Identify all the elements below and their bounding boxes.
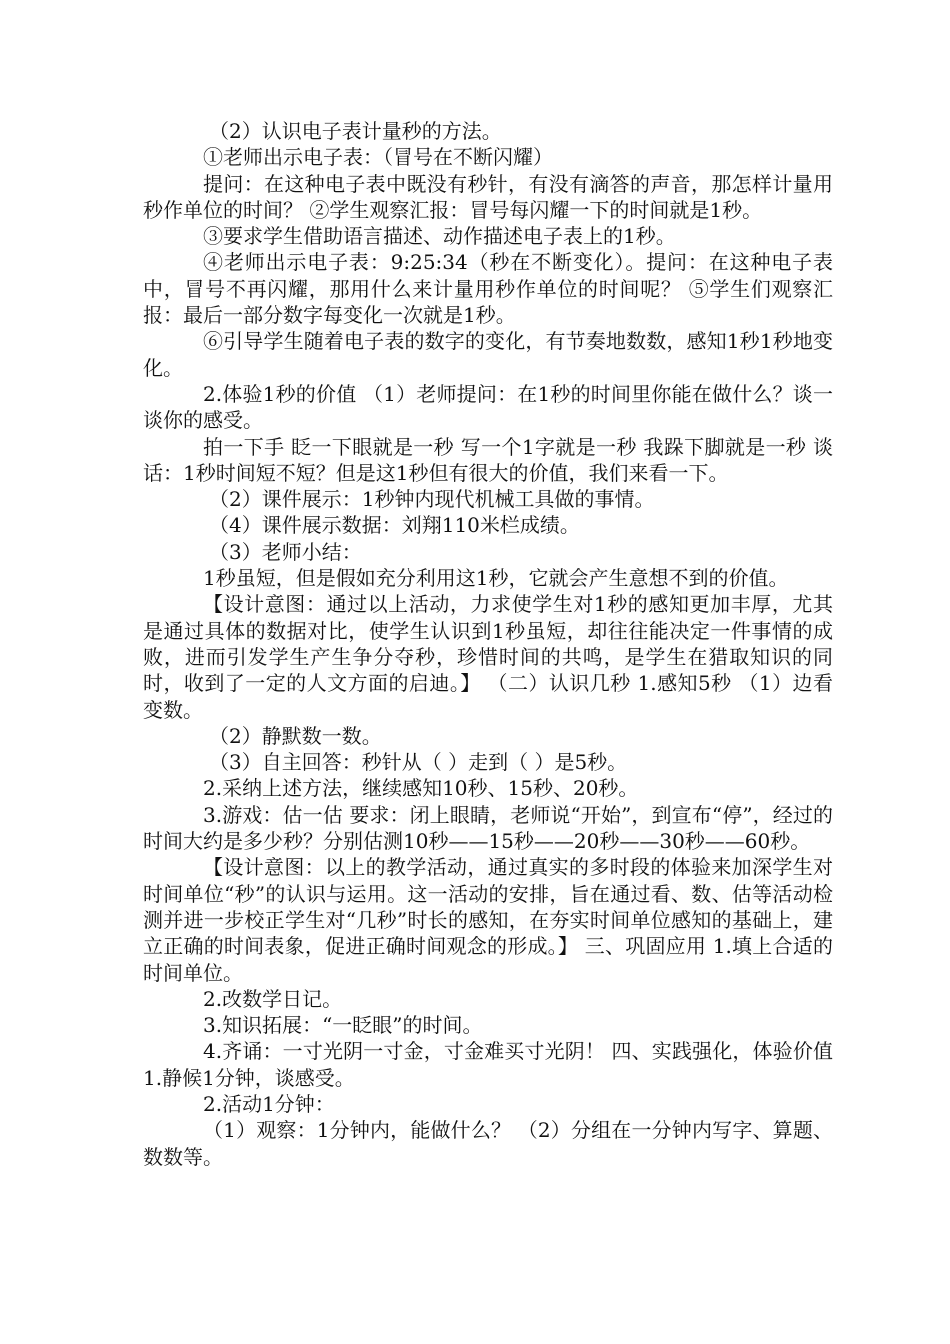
paragraph: （3）老师小结： [209, 539, 362, 564]
paragraph: （2）课件展示：1秒钟内现代机械工具做的事情。 [209, 487, 655, 512]
paragraph: 2.改数学日记。 [203, 986, 343, 1011]
paragraph: 拍一下手 眨一下眼就是一秒 写一个1字就是一秒 我跺下脚就是一秒 谈话：1秒时间短不短？但是这1秒但有很大的价值，我们来看一下。 [143, 434, 833, 485]
paragraph: （1）观察：1分钟内，能做什么？ （2）分组在一分钟内写字、算题、数数等。 [143, 1118, 833, 1169]
paragraph: （2）静默数一数。 [209, 723, 382, 748]
paragraph: 2.活动1分钟： [203, 1091, 335, 1116]
paragraph: 提问：在这种电子表中既没有秒针，有没有滴答的声音，那怎样计量用秒作单位的时间？ ②学生观察汇报：冒号每闪耀一下的时间就是1秒。 [143, 171, 833, 222]
paragraph: 3.游戏：估一估 要求：闭上眼睛，老师说“开始”，到宣布“停”，经过的时间大约是多少秒？分别估测10秒——15秒——20秒——30秒——60秒。 [143, 802, 833, 854]
paragraph: 【设计意图：以上的教学活动，通过真实的多时段的体验来加深学生对时间单位“秒”的认识与运用。这一活动的安排，旨在通过看、数、估等活动检测并进一步校正学生对“几秒”时长的感知，在夯实时间单位感知的基础上，建立正确的时间表象，促进正确时间观念的形成。】 三、巩固应用 1.填上合适的时间单位。 [143, 855, 833, 985]
paragraph: ⑥引导学生随着电子表的数字的变化，有节奏地数数，感知1秒1秒地变化。 [143, 329, 833, 380]
paragraph: ③要求学生借助语言描述、动作描述电子表上的1秒。 [203, 224, 676, 249]
paragraph: 2.体验1秒的价值 （1）老师提问：在1秒的时间里你能在做什么？谈一谈你的感受。 [143, 381, 833, 433]
document-page [143, 118, 833, 1170]
paragraph: ④老师出示电子表：9:25:34（秒在不断变化）。提问：在这种电子表中，冒号不再闪耀，那用什么来计量用秒作单位的时间呢？ ⑤学生们观察汇报：最后一部分数字每变化一次就是1秒。 [143, 250, 833, 328]
paragraph: （2）认识电子表计量秒的方法。 [209, 119, 502, 143]
paragraph: 4.齐诵：一寸光阴一寸金，寸金难买寸光阴！ 四、实践强化，体验价值 1.静候1分钟，谈感受。 [143, 1039, 833, 1090]
paragraph: （4）课件展示数据：刘翔110米栏成绩。 [209, 513, 580, 538]
paragraph: ①老师出示电子表：（冒号在不断闪耀） [203, 145, 553, 170]
paragraph: 1秒虽短，但是假如充分利用这1秒，它就会产生意想不到的价值。 [203, 566, 789, 591]
paragraph: 3.知识拓展：“一眨眼”的时间。 [203, 1013, 483, 1038]
paragraph: （3）自主回答：秒针从（ ）走到（ ）是5秒。 [209, 750, 628, 775]
paragraph: 2.采纳上述方法，继续感知10秒、15秒、20秒。 [203, 776, 639, 801]
paragraph: 【设计意图：通过以上活动，力求使学生对1秒的感知更加丰厚，尤其是通过具体的数据对比，使学生认识到1秒虽短，却往往能决定一件事情的成败，进而引发学生产生争分夺秒，珍惜时间的共鸣，是学生在猎取知识的同时，收到了一定的人文方面的启迪。】 （二）认识几秒 1.感知5秒 （1）边看变数。 [143, 592, 833, 722]
